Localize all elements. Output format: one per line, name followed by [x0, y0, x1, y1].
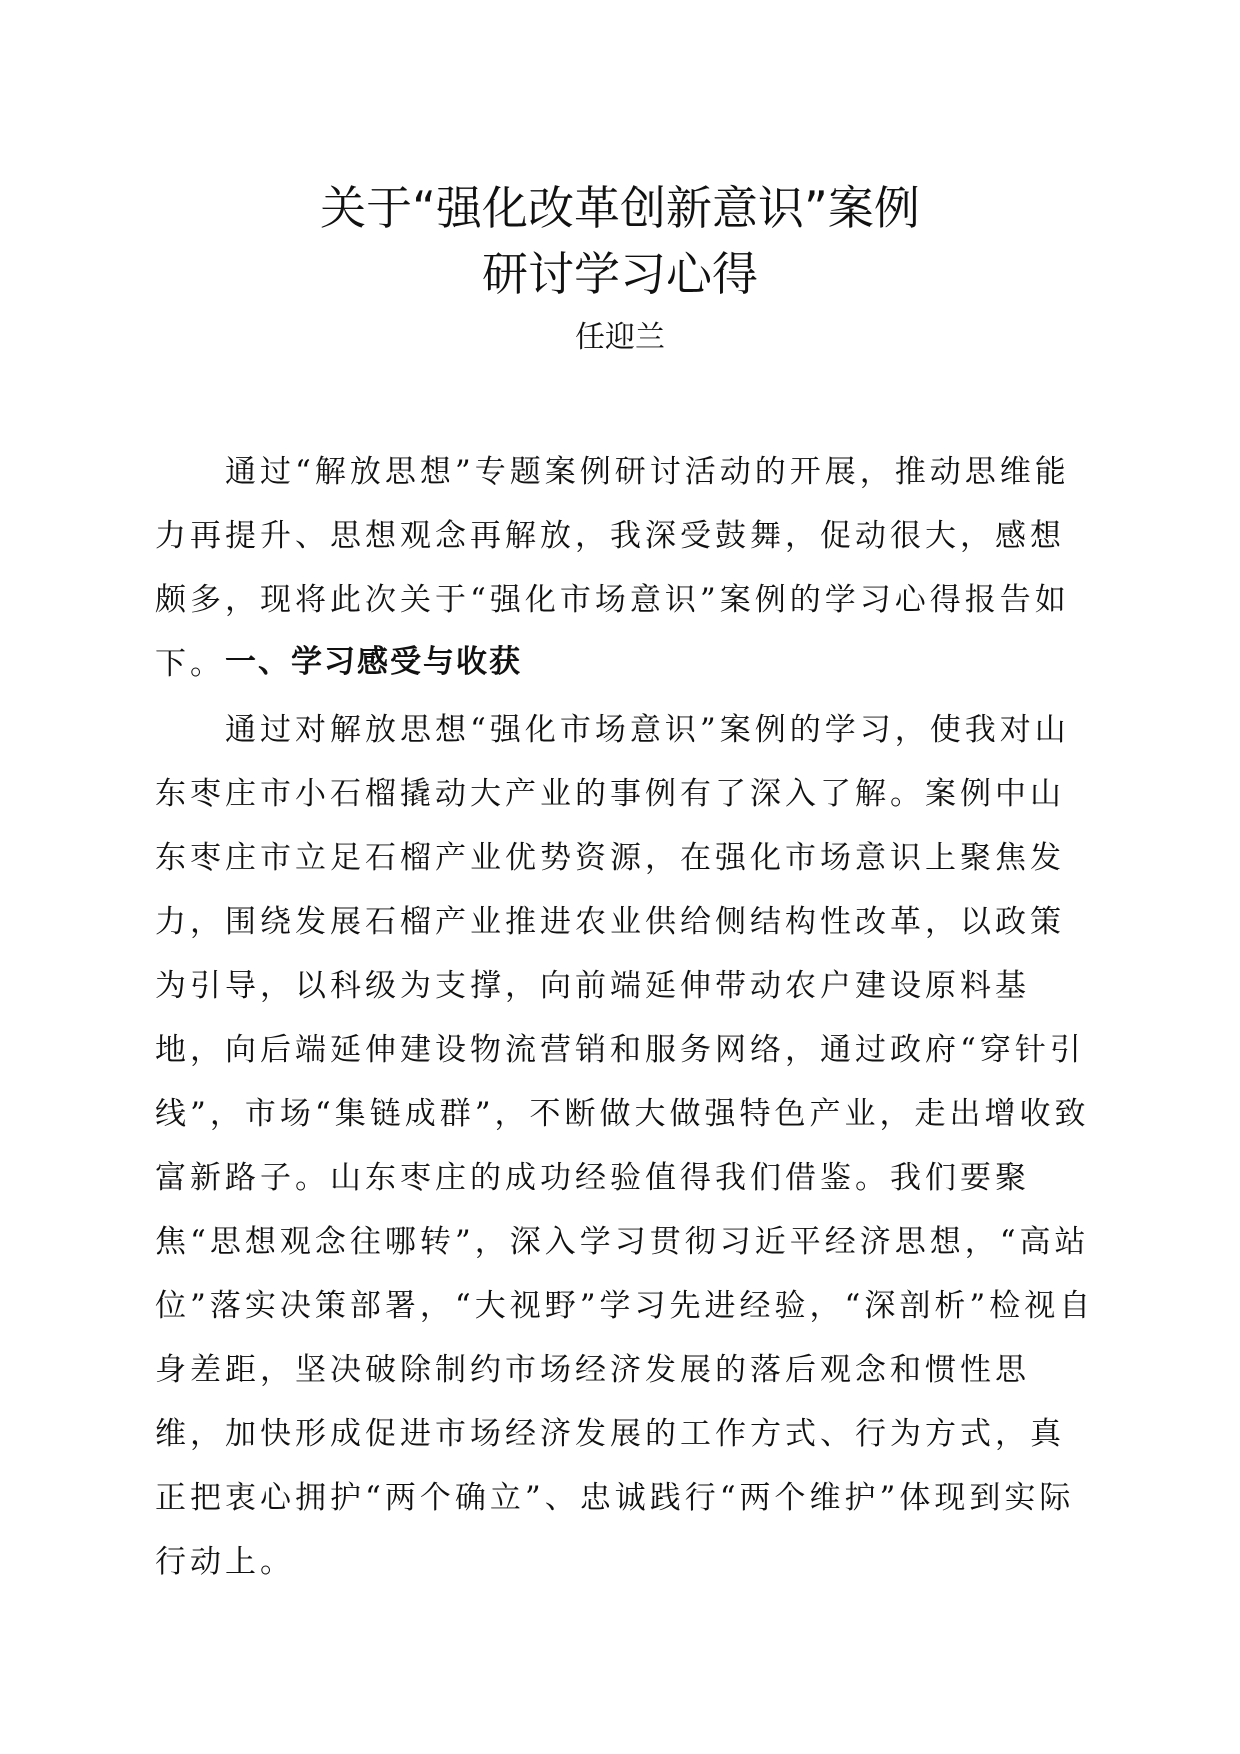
intro-paragraph: 通过“解放思想”专题案例研讨活动的开展，推动思维能力再提升、思想观念再解放，我深受鼓舞，促动很大，感想颇多，现将此次关于“强化市场意识”案例的学习心得报告如下。	[155, 454, 1070, 682]
document-title-line1: 关于“强化改革创新意识”案例	[320, 181, 920, 235]
document-title-line2: 研讨学习心得	[482, 247, 758, 301]
author-name: 任迎兰	[575, 320, 665, 355]
body-paragraph: 通过对解放思想“强化市场意识”案例的学习，使我对山东枣庄市小石榴撬动大产业的事例有了深入了解。案例中山东枣庄市立足石榴产业优势资源，在强化市场意识上聚焦发力，围绕发展石榴产业推进农业供给侧结构性改革，以政策为引导，以科级为支撑，向前端延伸带动农户建设原料基地，向后端延伸建设物流营销和服务网络，通过政府“穿针引线”，市场“集链成群”，不断做大做强特色产业，走出增收致富新路子。山东枣庄的成功经验值得我们借鉴。我们要聚焦“思想观念往哪转”，深入学习贯彻习近平经济思想，“高站位”落实决策部署，“大视野”学习先进经验，“深剖析”检视自身差距，坚决破除制约市场经济发展的落后观念和惯性思维，加快形成促进市场经济发展的工作方式、行为方式，真正把衷心拥护“两个确立”、忠诚践行“两个维护”体现到实际行动上。	[155, 712, 1095, 1580]
section-heading: 一、学习感受与收获	[225, 644, 522, 680]
